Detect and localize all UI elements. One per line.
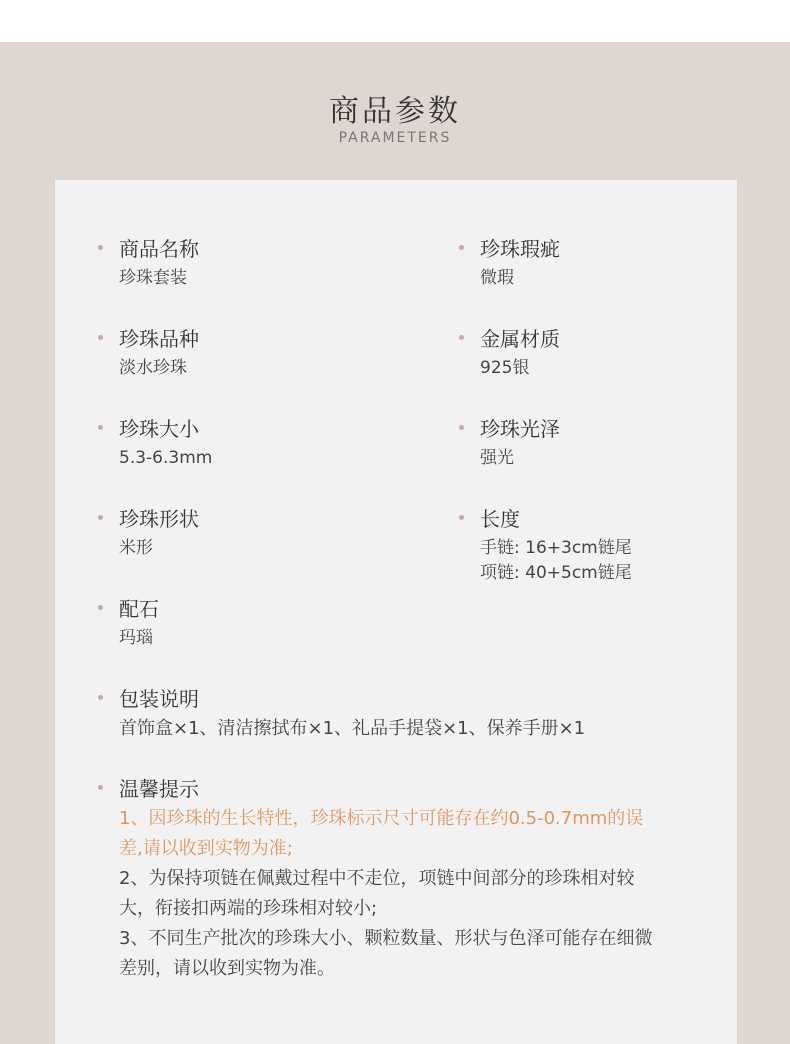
tip-note-2: 2、为保持项链在佩戴过程中不走位，项链中间部分的珍珠相对较大，衔接扣两端的珍珠相对较小; (119, 868, 635, 919)
param-item-flaw (480, 236, 560, 291)
param-value: 5.3-6.3mm (119, 448, 213, 468)
param-item-stone (119, 596, 159, 651)
bullet-icon (98, 425, 103, 430)
bullet-icon (459, 515, 464, 520)
param-label: 珍珠形状 (119, 507, 199, 531)
packaging-value: 首饰盒×1、清洁擦拭布×1、礼品手提袋×1、保养手册×1 (119, 718, 586, 739)
param-value: 手链: 16+3cm链尾 (480, 538, 632, 558)
param-label: 珍珠品种 (119, 327, 199, 351)
param-label: 配石 (119, 597, 159, 621)
section-subtitle: PARAMETERS (338, 130, 452, 146)
tip-note-1: 1、因珍珠的生长特性，珍珠标示尺寸可能存在约0.5-0.7mm的误差,请以收到实物为准; (119, 808, 644, 859)
param-label: 珍珠大小 (119, 417, 199, 441)
param-item-variety (119, 326, 199, 381)
param-item-length (480, 506, 632, 586)
param-value: 淡水珍珠 (119, 358, 187, 378)
param-item-name (119, 236, 199, 291)
param-label: 包装说明 (119, 687, 199, 711)
param-label: 温馨提示 (119, 777, 199, 801)
bullet-icon (98, 515, 103, 520)
param-value: 微瑕 (480, 268, 514, 288)
bullet-icon (98, 335, 103, 340)
param-value: 项链: 40+5cm链尾 (480, 563, 632, 583)
bullet-icon (98, 785, 103, 790)
bullet-icon (98, 695, 103, 700)
bullet-icon (459, 335, 464, 340)
packaging-section (119, 686, 585, 741)
tip-note-3: 3、不同生产批次的珍珠大小、颗粒数量、形状与色泽可能存在细微差别，请以收到实物为准。 (119, 928, 653, 979)
param-value: 925银 (480, 358, 530, 378)
param-value: 米形 (119, 538, 153, 558)
param-value: 强光 (480, 448, 514, 468)
param-item-shape (119, 506, 199, 561)
bullet-icon (98, 245, 103, 250)
parameters-card (55, 180, 737, 1044)
bullet-icon (459, 425, 464, 430)
param-item-luster (480, 416, 560, 471)
param-value: 玛瑙 (119, 628, 153, 648)
param-label: 商品名称 (119, 237, 199, 261)
section-title: 商品参数 (329, 94, 461, 129)
param-label: 金属材质 (480, 327, 560, 351)
bullet-icon (459, 245, 464, 250)
tips-section (119, 776, 664, 984)
param-item-metal (480, 326, 560, 381)
param-value: 珍珠套装 (119, 268, 187, 288)
param-label: 珍珠瑕疵 (480, 237, 560, 261)
bullet-icon (98, 605, 103, 610)
param-label: 珍珠光泽 (480, 417, 560, 441)
param-label: 长度 (480, 507, 520, 531)
param-item-size (119, 416, 212, 471)
